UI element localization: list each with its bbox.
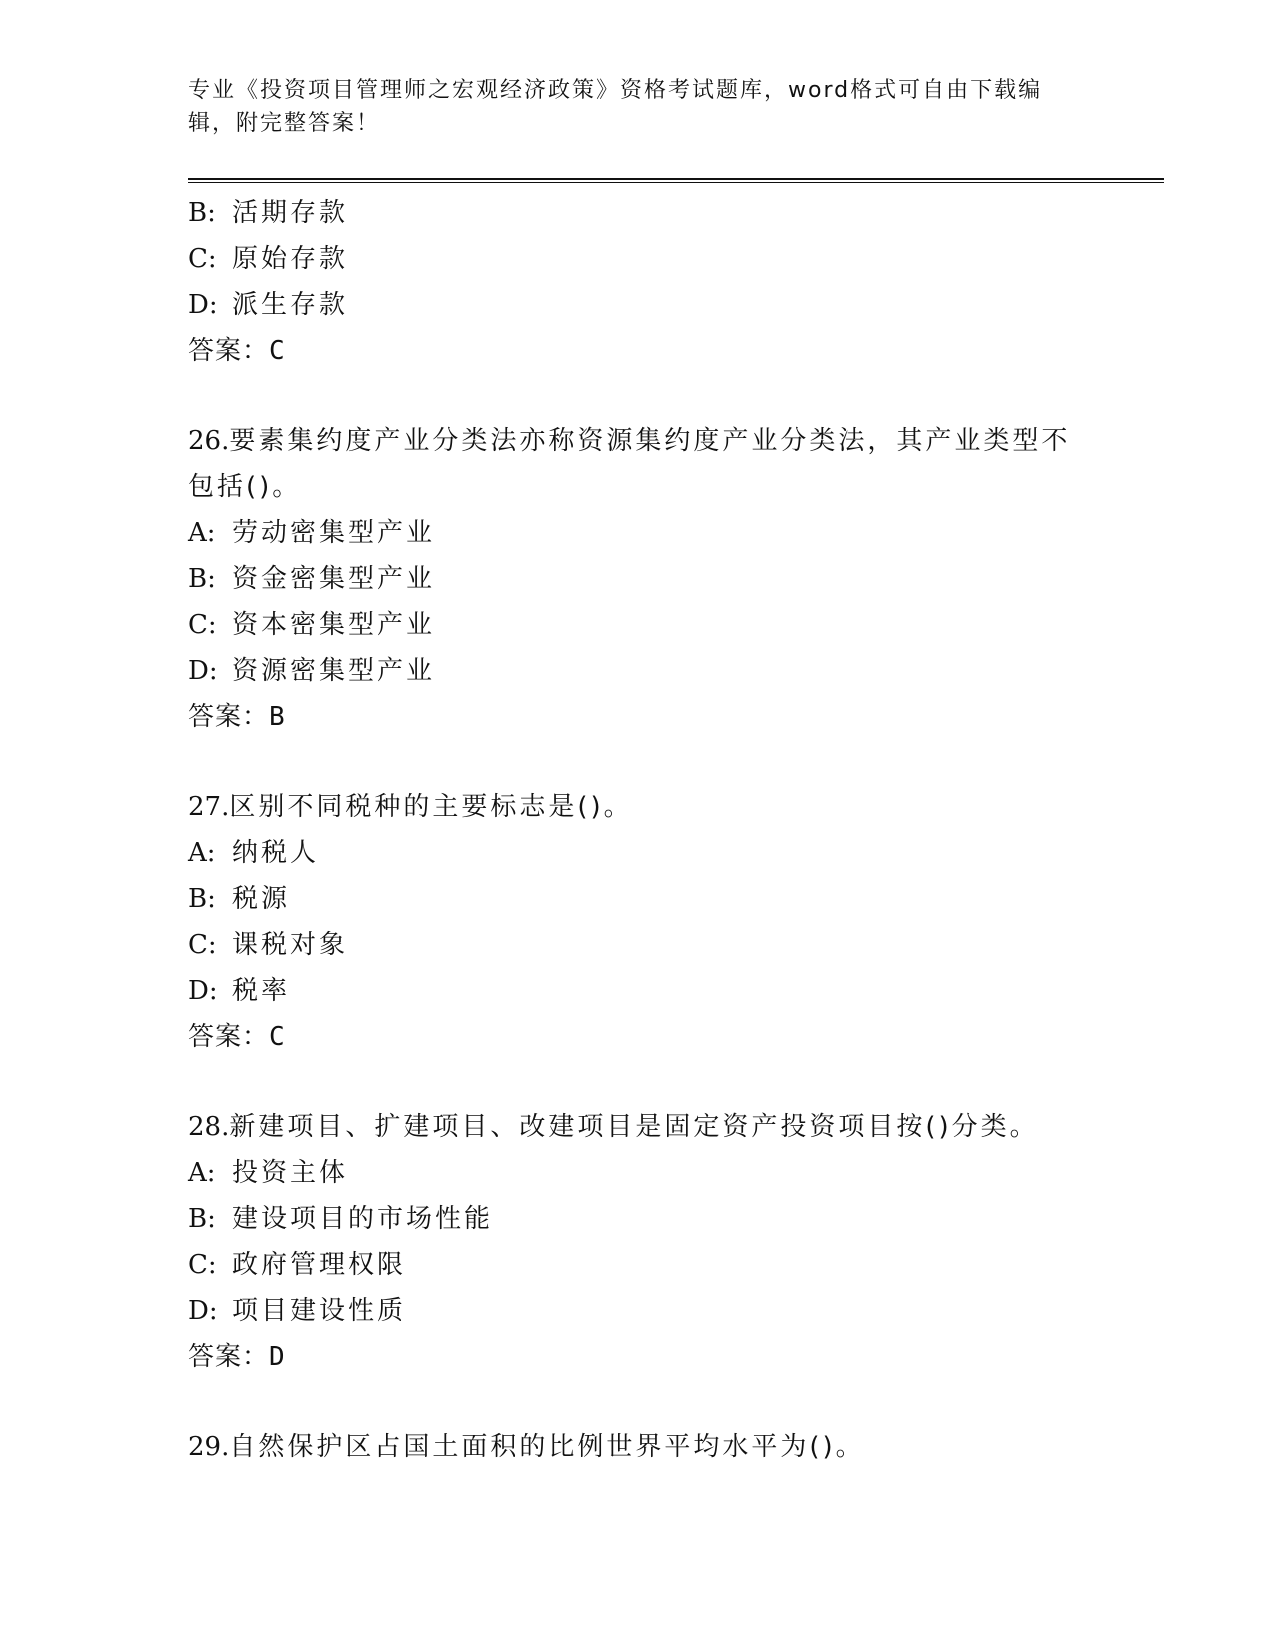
option-a: A: 劳动密集型产业 [188,518,436,548]
option-b: B: 建设项目的市场性能 [188,1204,494,1234]
document-header: 专业《投资项目管理师之宏观经济政策》资格考试题库，word格式可自由下载编辑，附完整答案！ [188,78,1043,136]
option-d: D: 项目建设性质 [188,1296,407,1326]
question-29 [188,1424,1148,1470]
answer-line: 答案：C [188,336,286,366]
option-d: D: 税率 [188,976,291,1006]
question-28 [188,1104,1148,1380]
question-text: 28.新建项目、扩建项目、改建项目是固定资产投资项目按()分类。 [188,1112,1039,1142]
question-content [188,190,1148,1470]
header-rule [188,178,1164,180]
option-a: A: 纳税人 [188,838,320,868]
option-c: C: 资本密集型产业 [188,610,436,640]
option-a: A: 投资主体 [188,1158,349,1188]
option-b: B: 资金密集型产业 [188,564,436,594]
continued-question [188,190,1148,374]
option-c: C: 原始存款 [188,244,349,274]
question-text: 29.自然保护区占国土面积的比例世界平均水平为()。 [188,1432,865,1462]
option-c: C: 课税对象 [188,930,349,960]
question-text: 27.区别不同税种的主要标志是()。 [188,792,633,822]
option-c: C: 政府管理权限 [188,1250,407,1280]
option-b: B: 活期存款 [188,198,349,228]
option-b: B: 税源 [188,884,291,914]
header-rule-thin [188,182,1164,183]
question-text: 26.要素集约度产业分类法亦称资源集约度产业分类法，其产业类型不包括()。 [188,426,1071,502]
answer-line: 答案：B [188,702,286,732]
option-d: D: 资源密集型产业 [188,656,436,686]
answer-line: 答案：D [188,1342,286,1372]
question-26 [188,418,1148,740]
option-d: D: 派生存款 [188,290,349,320]
answer-line: 答案：C [188,1022,286,1052]
question-27 [188,784,1148,1060]
